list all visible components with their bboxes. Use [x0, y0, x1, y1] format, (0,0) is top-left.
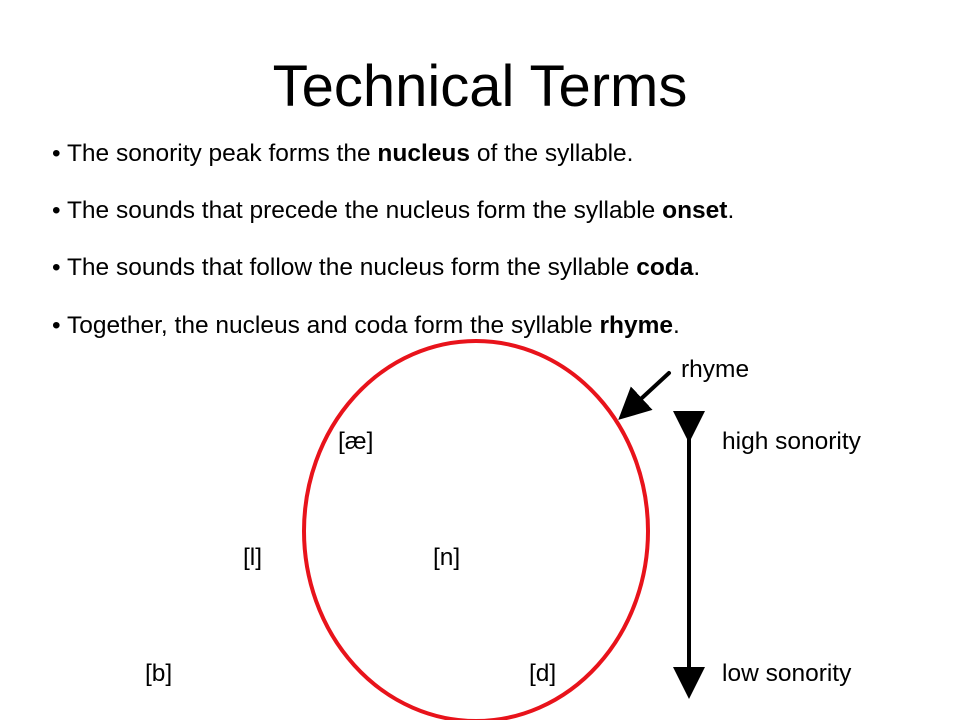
segment-ae: [æ]: [338, 428, 374, 455]
bullet-text: .: [693, 254, 701, 281]
bullet-text: • The sounds that precede the nucleus form the syllable: [52, 197, 663, 224]
bullet-text: .: [727, 197, 735, 224]
bullet-term: onset: [662, 197, 728, 224]
segment-l: [l]: [243, 544, 263, 571]
bullet-term: nucleus: [377, 140, 471, 167]
bullet-text: .: [673, 312, 680, 339]
slide-title: Technical Terms: [272, 54, 688, 119]
low-sonority-label: low sonority: [722, 660, 852, 687]
segment-n: [n]: [433, 544, 461, 571]
high-sonority-label: high sonority: [722, 428, 861, 455]
bullet-text: • The sonority peak forms the: [52, 140, 378, 167]
bullet-text: • The sounds that follow the nucleus form the syllable: [52, 254, 637, 281]
rhyme-pointer-arrow: [630, 373, 669, 409]
segment-d: [d]: [529, 660, 557, 687]
rhyme-ellipse: [304, 341, 648, 720]
bullet-term: coda: [636, 254, 694, 281]
bullet-text: of the syllable.: [470, 140, 634, 167]
segment-b: [b]: [145, 660, 173, 687]
bullet-text: • Together, the nucleus and coda form the syllable: [52, 312, 600, 339]
bullet-term: rhyme: [599, 312, 674, 339]
rhyme-label: rhyme: [681, 356, 750, 383]
